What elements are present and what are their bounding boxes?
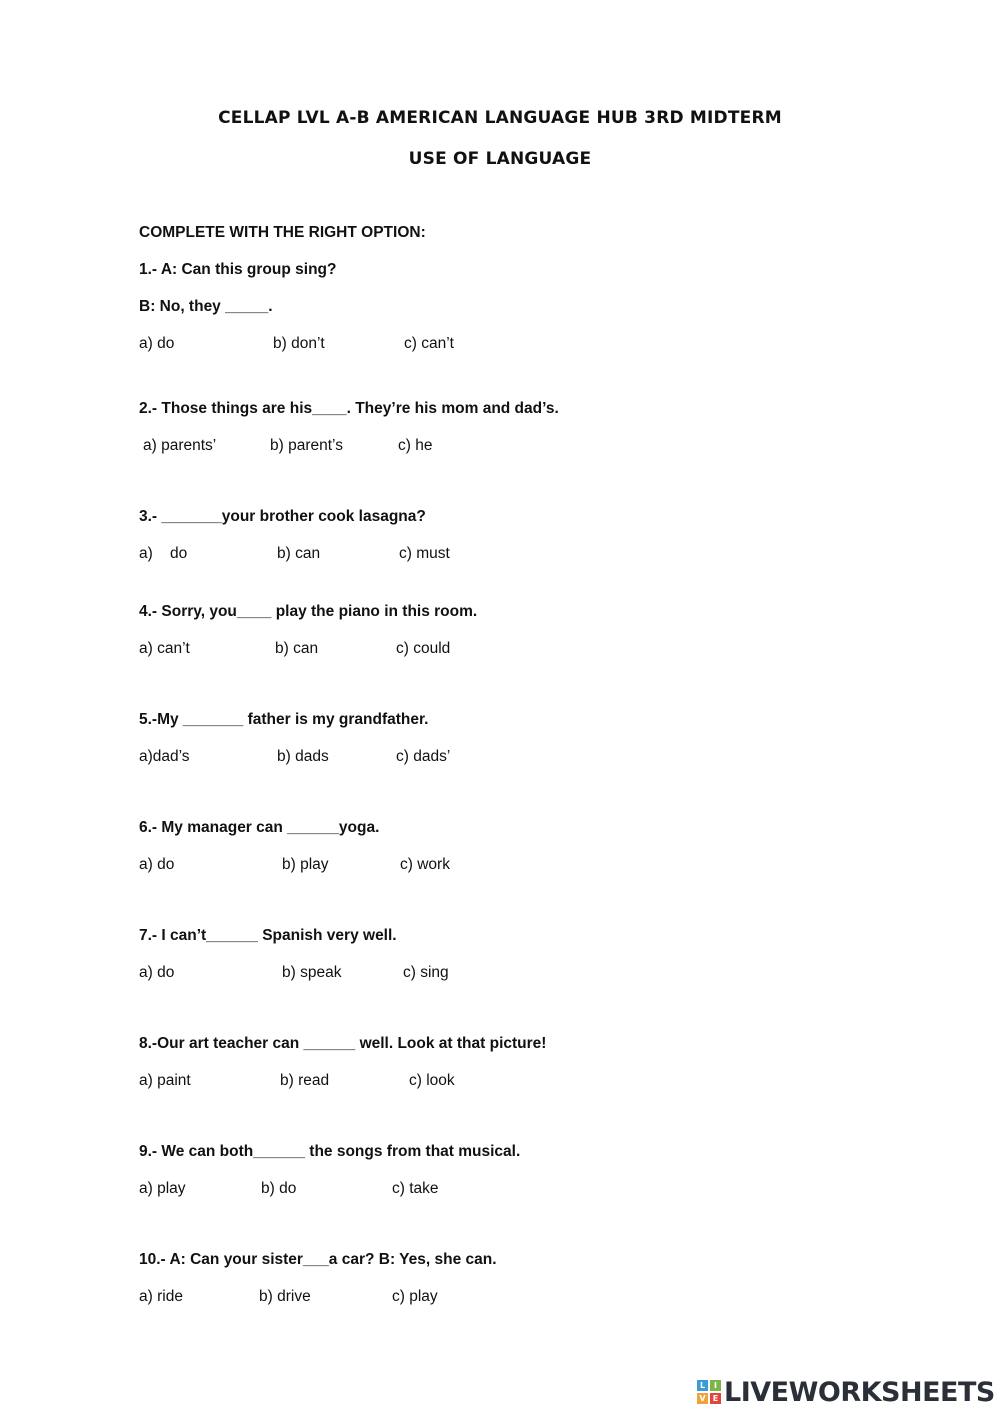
question-9-options	[0, 1180, 1000, 1202]
question-4-prompt: 4.- Sorry, you____ play the piano in this room.	[139, 603, 478, 620]
question-3-option-c[interactable]: c) must	[399, 545, 450, 562]
question-10-option-b[interactable]: b) drive	[259, 1288, 311, 1305]
liveworksheets-logo-mark-icon: L I V E	[697, 1380, 721, 1404]
question-2-option-b[interactable]: b) parent’s	[270, 437, 343, 454]
question-5-prompt: 5.-My _______ father is my grandfather.	[139, 711, 429, 728]
question-6-option-a[interactable]: a) do	[139, 856, 175, 873]
instructions: COMPLETE WITH THE RIGHT OPTION:	[139, 224, 426, 241]
question-2-prompt: 2.- Those things are his____. They’re his mom and dad’s.	[139, 400, 559, 417]
question-4-option-a[interactable]: a) can’t	[139, 640, 190, 657]
question-4-option-b[interactable]: b) can	[275, 640, 319, 657]
question-1-option-a[interactable]: a) do	[139, 335, 175, 352]
question-7-option-a[interactable]: a) do	[139, 964, 175, 981]
question-10-prompt: 10.- A: Can your sister___a car? B: Yes, she can.	[139, 1251, 497, 1268]
question-7-option-c[interactable]: c) sing	[403, 964, 449, 981]
question-9-prompt: 9.- We can both______ the songs from that musical.	[139, 1143, 521, 1160]
question-1-prompt-line-2: B: No, they _____.	[139, 298, 273, 315]
page-subtitle: USE OF LANGUAGE	[408, 149, 592, 169]
question-8-prompt: 8.-Our art teacher can ______ well. Look at that picture!	[139, 1035, 547, 1052]
question-9-option-a[interactable]: a) play	[139, 1180, 186, 1197]
question-1-prompt: 1.- A: Can this group sing?	[139, 261, 337, 278]
question-8-option-c[interactable]: c) look	[409, 1072, 455, 1089]
question-2-option-c[interactable]: c) he	[398, 437, 433, 454]
question-6-prompt: 6.- My manager can ______yoga.	[139, 819, 380, 836]
question-1-option-c[interactable]: c) can’t	[404, 335, 454, 352]
question-3-option-a[interactable]: a) do	[139, 545, 188, 562]
question-8-option-b[interactable]: b) read	[280, 1072, 330, 1089]
question-8-option-a[interactable]: a) paint	[139, 1072, 191, 1089]
question-9-option-c[interactable]: c) take	[392, 1180, 439, 1197]
question-6-options	[0, 856, 1000, 878]
question-2-options	[0, 437, 1000, 459]
question-3-options	[0, 545, 1000, 567]
question-1-options	[0, 335, 1000, 357]
question-3-option-b[interactable]: b) can	[277, 545, 321, 562]
question-6-option-b[interactable]: b) play	[282, 856, 329, 873]
question-4-options	[0, 640, 1000, 662]
question-9-option-b[interactable]: b) do	[261, 1180, 297, 1197]
question-7-prompt: 7.- I can’t______ Spanish very well.	[139, 927, 397, 944]
question-5-options	[0, 748, 1000, 770]
question-5-option-a[interactable]: a)dad’s	[139, 748, 190, 765]
question-5-option-c[interactable]: c) dads’	[396, 748, 451, 765]
question-5-option-b[interactable]: b) dads	[277, 748, 329, 765]
question-4-option-c[interactable]: c) could	[396, 640, 451, 657]
question-2-option-a[interactable]: a) parents’	[143, 437, 217, 454]
liveworksheets-logo-text: LIVEWORKSHEETS	[724, 1376, 995, 1408]
question-10-options	[0, 1288, 1000, 1310]
liveworksheets-logo[interactable]	[697, 1375, 995, 1409]
question-7-options	[0, 964, 1000, 986]
question-3-prompt: 3.- _______your brother cook lasagna?	[139, 508, 426, 525]
question-8-options	[0, 1072, 1000, 1094]
question-10-option-a[interactable]: a) ride	[139, 1288, 183, 1305]
question-7-option-b[interactable]: b) speak	[282, 964, 342, 981]
question-1-option-b[interactable]: b) don’t	[273, 335, 325, 352]
page-title: CELLAP LVL A-B AMERICAN LANGUAGE HUB 3RD MIDTERM	[218, 108, 782, 128]
question-6-option-c[interactable]: c) work	[400, 856, 450, 873]
question-10-option-c[interactable]: c) play	[392, 1288, 438, 1305]
